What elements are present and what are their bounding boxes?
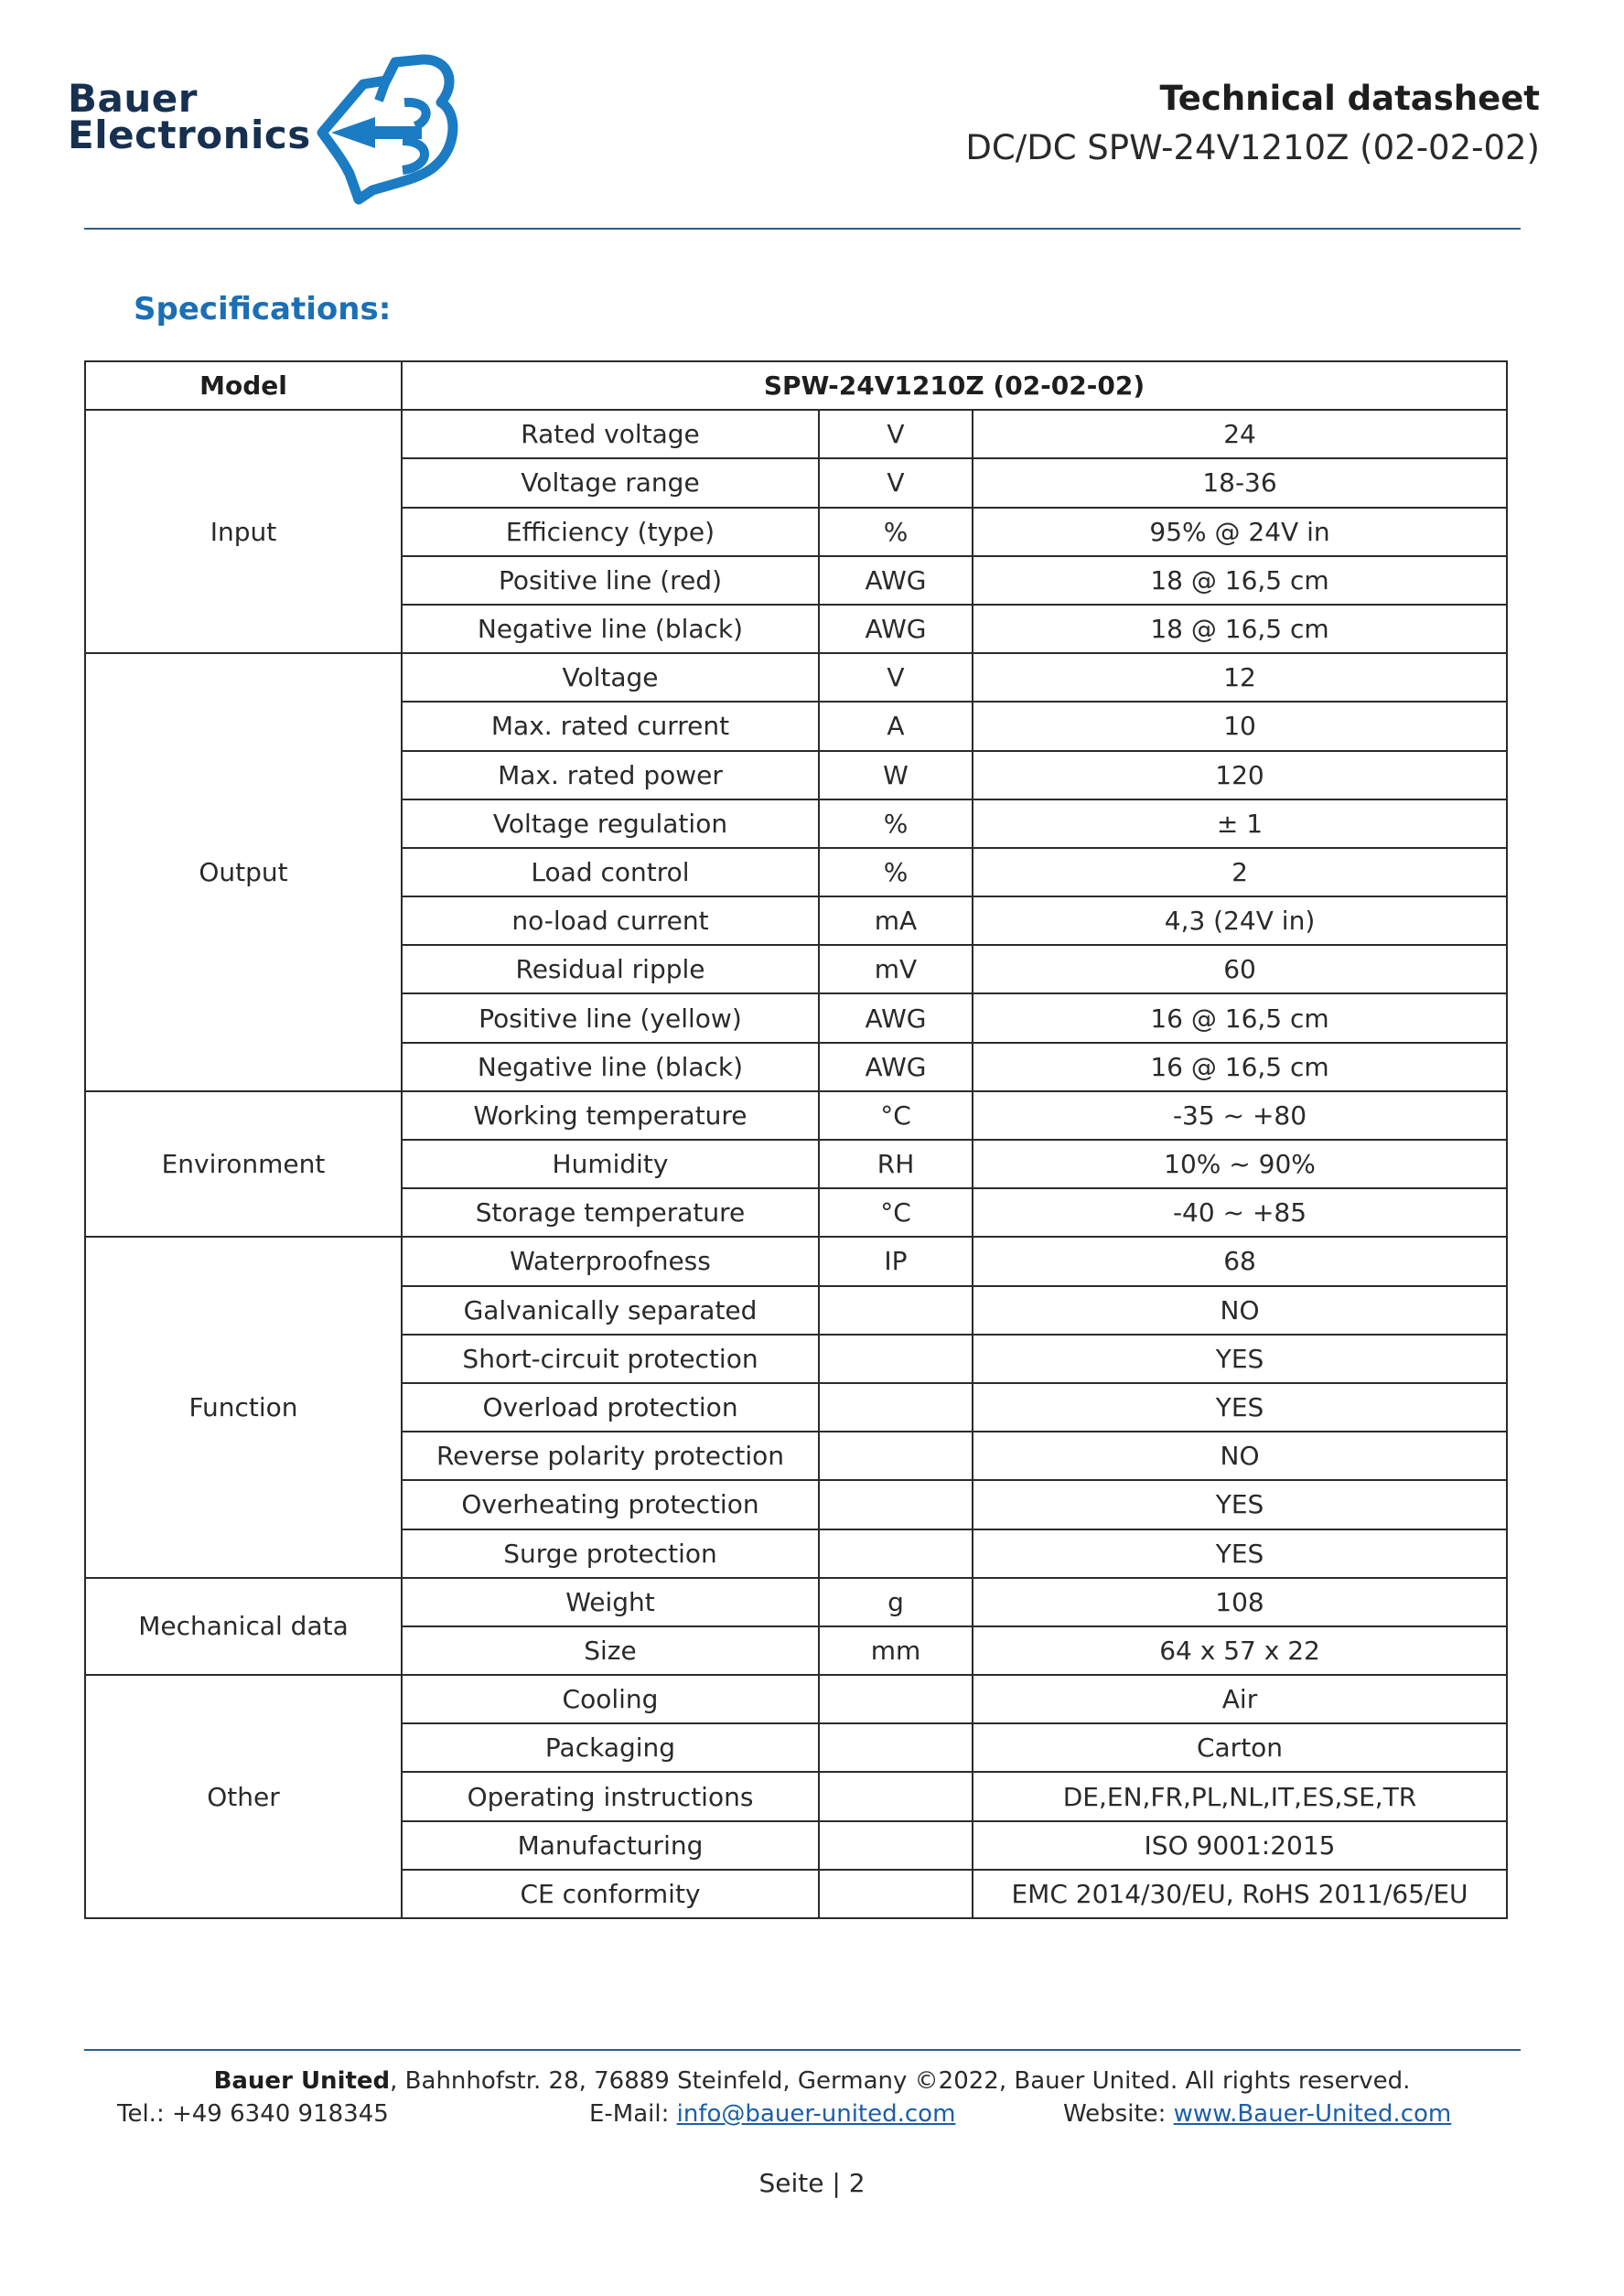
unit-cell — [819, 1870, 973, 1918]
parameter-cell: Manufacturing — [402, 1821, 819, 1870]
value-cell: YES — [973, 1383, 1507, 1432]
parameter-cell: no-load current — [402, 896, 819, 945]
footer-company: Bauer United — [213, 2067, 391, 2095]
value-cell: EMC 2014/30/EU, RoHS 2011/65/EU — [973, 1870, 1507, 1918]
parameter-cell: Voltage — [402, 653, 819, 702]
value-cell: NO — [973, 1286, 1507, 1335]
unit-cell — [819, 1772, 973, 1820]
group-label: Other — [85, 1675, 402, 1918]
parameter-cell: Efficiency (type) — [402, 508, 819, 556]
footer-email-label: E-Mail: — [589, 2100, 677, 2128]
group-label: Input — [85, 410, 402, 653]
specifications-table — [84, 360, 1508, 1919]
email-link[interactable]: info@bauer-united.com — [676, 2100, 956, 2128]
unit-cell: °C — [819, 1188, 973, 1237]
section-title: Specifications: — [134, 291, 392, 327]
parameter-cell: Voltage range — [402, 458, 819, 507]
document-title: Technical datasheet — [1159, 79, 1540, 118]
value-cell: 24 — [973, 410, 1507, 458]
model-value: SPW-24V1210Z (02-02-02) — [402, 361, 1507, 410]
page-number: Seite | 2 — [758, 2168, 866, 2198]
value-cell: Carton — [973, 1723, 1507, 1772]
parameter-cell: Size — [402, 1626, 819, 1675]
value-cell: 16 @ 16,5 cm — [973, 993, 1507, 1042]
table-body — [85, 410, 1507, 1918]
footer-website — [1063, 2100, 1451, 2128]
parameter-cell: Short-circuit protection — [402, 1335, 819, 1383]
parameter-cell: Load control — [402, 848, 819, 896]
parameter-cell: Positive line (yellow) — [402, 993, 819, 1042]
parameter-cell: Negative line (black) — [402, 605, 819, 653]
parameter-cell: Reverse polarity protection — [402, 1432, 819, 1480]
logo-line-1: Bauer — [68, 76, 198, 121]
unit-cell: AWG — [819, 993, 973, 1042]
parameter-cell: CE conformity — [402, 1870, 819, 1918]
unit-cell: AWG — [819, 605, 973, 653]
value-cell: 4,3 (24V in) — [973, 896, 1507, 945]
logo-wordmark — [68, 76, 311, 157]
table-header-row — [85, 361, 1507, 410]
model-label: Model — [85, 361, 402, 410]
unit-cell: V — [819, 653, 973, 702]
unit-cell — [819, 1286, 973, 1335]
parameter-cell: Operating instructions — [402, 1772, 819, 1820]
group-label: Environment — [85, 1091, 402, 1238]
unit-cell: mm — [819, 1626, 973, 1675]
value-cell: ± 1 — [973, 799, 1507, 848]
bauer-b-arrows-icon — [295, 46, 459, 206]
value-cell: 12 — [973, 653, 1507, 702]
unit-cell: V — [819, 458, 973, 507]
document-header — [965, 75, 1540, 174]
value-cell: 18 @ 16,5 cm — [973, 556, 1507, 605]
parameter-cell: Humidity — [402, 1140, 819, 1188]
parameter-cell: Residual ripple — [402, 945, 819, 993]
value-cell: -35 ~ +80 — [973, 1091, 1507, 1140]
value-cell: 16 @ 16,5 cm — [973, 1043, 1507, 1091]
unit-cell: AWG — [819, 556, 973, 605]
logo-line-2: Electronics — [68, 113, 311, 157]
parameter-cell: Galvanically separated — [402, 1286, 819, 1335]
group-label: Output — [85, 653, 402, 1091]
unit-cell — [819, 1335, 973, 1383]
parameter-cell: Storage temperature — [402, 1188, 819, 1237]
parameter-cell: Overload protection — [402, 1383, 819, 1432]
value-cell: NO — [973, 1432, 1507, 1480]
parameter-cell: Weight — [402, 1578, 819, 1626]
value-cell: Air — [973, 1675, 1507, 1723]
unit-cell — [819, 1675, 973, 1723]
unit-cell: % — [819, 508, 973, 556]
parameter-cell: Rated voltage — [402, 410, 819, 458]
unit-cell — [819, 1529, 973, 1578]
unit-cell: IP — [819, 1237, 973, 1285]
unit-cell — [819, 1821, 973, 1870]
footer-address-text: , Bahnhofstr. 28, 76889 Steinfeld, Germany ©2022, Bauer United. All rights reserved. — [390, 2067, 1411, 2095]
unit-cell: AWG — [819, 1043, 973, 1091]
group-label: Mechanical data — [85, 1578, 402, 1675]
header-divider — [84, 228, 1521, 230]
parameter-cell: Working temperature — [402, 1091, 819, 1140]
value-cell: 64 x 57 x 22 — [973, 1626, 1507, 1675]
table-row — [85, 410, 1507, 458]
value-cell: 108 — [973, 1578, 1507, 1626]
value-cell: 18-36 — [973, 458, 1507, 507]
footer-address — [0, 2067, 1624, 2095]
group-label: Function — [85, 1237, 402, 1577]
document-subtitle: DC/DC SPW-24V1210Z (02-02-02) — [965, 128, 1540, 167]
value-cell: YES — [973, 1335, 1507, 1383]
table-row — [85, 653, 1507, 702]
parameter-cell: Max. rated current — [402, 702, 819, 750]
unit-cell: g — [819, 1578, 973, 1626]
parameter-cell: Overheating protection — [402, 1480, 819, 1529]
unit-cell — [819, 1723, 973, 1772]
parameter-cell: Voltage regulation — [402, 799, 819, 848]
value-cell: ISO 9001:2015 — [973, 1821, 1507, 1870]
value-cell: 60 — [973, 945, 1507, 993]
value-cell: DE,EN,FR,PL,NL,IT,ES,SE,TR — [973, 1772, 1507, 1820]
value-cell: 68 — [973, 1237, 1507, 1285]
value-cell: YES — [973, 1480, 1507, 1529]
footer-website-label: Website: — [1063, 2100, 1174, 2128]
unit-cell: RH — [819, 1140, 973, 1188]
website-link[interactable]: www.Bauer-United.com — [1173, 2100, 1452, 2128]
company-logo — [64, 46, 457, 206]
unit-cell — [819, 1480, 973, 1529]
parameter-cell: Max. rated power — [402, 751, 819, 799]
unit-cell: A — [819, 702, 973, 750]
table-row — [85, 1091, 1507, 1140]
value-cell: -40 ~ +85 — [973, 1188, 1507, 1237]
value-cell: YES — [973, 1529, 1507, 1578]
value-cell: 18 @ 16,5 cm — [973, 605, 1507, 653]
footer-phone: Tel.: +49 6340 918345 — [117, 2100, 389, 2128]
unit-cell: °C — [819, 1091, 973, 1140]
value-cell: 120 — [973, 751, 1507, 799]
unit-cell: V — [819, 410, 973, 458]
value-cell: 10% ~ 90% — [973, 1140, 1507, 1188]
value-cell: 2 — [973, 848, 1507, 896]
unit-cell: % — [819, 799, 973, 848]
footer-email — [589, 2100, 955, 2128]
unit-cell — [819, 1432, 973, 1480]
unit-cell: % — [819, 848, 973, 896]
footer-divider — [84, 2049, 1521, 2051]
unit-cell: W — [819, 751, 973, 799]
parameter-cell: Packaging — [402, 1723, 819, 1772]
table-row — [85, 1237, 1507, 1285]
unit-cell: mA — [819, 896, 973, 945]
unit-cell — [819, 1383, 973, 1432]
unit-cell: mV — [819, 945, 973, 993]
parameter-cell: Cooling — [402, 1675, 819, 1723]
table-row — [85, 1578, 1507, 1626]
table-row — [85, 1675, 1507, 1723]
parameter-cell: Positive line (red) — [402, 556, 819, 605]
parameter-cell: Negative line (black) — [402, 1043, 819, 1091]
value-cell: 10 — [973, 702, 1507, 750]
value-cell: 95% @ 24V in — [973, 508, 1507, 556]
parameter-cell: Surge protection — [402, 1529, 819, 1578]
parameter-cell: Waterproofness — [402, 1237, 819, 1285]
